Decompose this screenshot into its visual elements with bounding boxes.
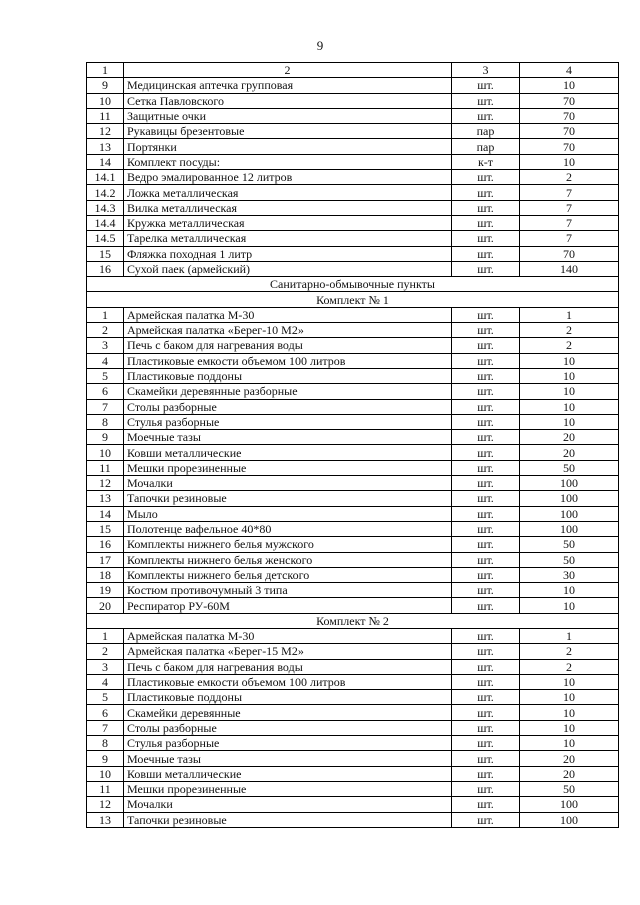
quantity-cell: 7	[520, 231, 619, 246]
row-number: 10	[87, 445, 124, 460]
row-number: 9	[87, 751, 124, 766]
row-number: 18	[87, 567, 124, 582]
unit-cell: шт.	[452, 384, 520, 399]
item-name: Комплекты нижнего белья женского	[124, 552, 452, 567]
unit-cell: шт.	[452, 521, 520, 536]
row-number: 15	[87, 521, 124, 536]
item-name: Портянки	[124, 139, 452, 154]
table-row	[87, 124, 619, 139]
item-name: Тапочки резиновые	[124, 812, 452, 827]
quantity-cell: 10	[520, 705, 619, 720]
kit-1-title-row	[87, 292, 619, 307]
item-name: Полотенце вафельное 40*80	[124, 521, 452, 536]
item-name: Комплекты нижнего белья детского	[124, 567, 452, 582]
quantity-cell: 70	[520, 124, 619, 139]
quantity-cell: 100	[520, 476, 619, 491]
unit-cell: шт.	[452, 368, 520, 383]
quantity-cell: 10	[520, 353, 619, 368]
table-row	[87, 445, 619, 460]
unit-cell: шт.	[452, 476, 520, 491]
quantity-cell: 10	[520, 154, 619, 169]
unit-cell: шт.	[452, 751, 520, 766]
item-name: Костюм противочумный 3 типа	[124, 583, 452, 598]
item-name: Кружка металлическая	[124, 215, 452, 230]
table-row	[87, 399, 619, 414]
row-number: 4	[87, 353, 124, 368]
unit-cell: шт.	[452, 537, 520, 552]
row-number: 7	[87, 399, 124, 414]
unit-cell: шт.	[452, 705, 520, 720]
table-row	[87, 338, 619, 353]
item-name: Тапочки резиновые	[124, 491, 452, 506]
table-row	[87, 139, 619, 154]
quantity-cell: 10	[520, 690, 619, 705]
quantity-cell: 70	[520, 246, 619, 261]
row-number: 6	[87, 384, 124, 399]
unit-cell: шт.	[452, 430, 520, 445]
unit-cell: шт.	[452, 231, 520, 246]
quantity-cell: 10	[520, 583, 619, 598]
quantity-cell: 100	[520, 812, 619, 827]
quantity-cell: 10	[520, 598, 619, 613]
header-col-3: 3	[452, 63, 520, 78]
item-name: Комплект посуды:	[124, 154, 452, 169]
table-row	[87, 674, 619, 689]
quantity-cell: 20	[520, 445, 619, 460]
unit-cell: шт.	[452, 215, 520, 230]
table-row	[87, 797, 619, 812]
table-row	[87, 246, 619, 261]
item-name: Пластиковые емкости объемом 100 литров	[124, 674, 452, 689]
unit-cell: шт.	[452, 644, 520, 659]
table-row	[87, 552, 619, 567]
table-row	[87, 353, 619, 368]
item-name: Моечные тазы	[124, 751, 452, 766]
unit-cell: шт.	[452, 659, 520, 674]
item-name: Стулья разборные	[124, 736, 452, 751]
table-row	[87, 476, 619, 491]
quantity-cell: 10	[520, 720, 619, 735]
item-name: Сетка Павловского	[124, 93, 452, 108]
table-row	[87, 93, 619, 108]
unit-cell: шт.	[452, 674, 520, 689]
page-number: 9	[316, 38, 324, 53]
table-row	[87, 781, 619, 796]
item-name: Армейская палатка «Берег-15 М2»	[124, 644, 452, 659]
row-number: 5	[87, 368, 124, 383]
unit-cell: шт.	[452, 797, 520, 812]
unit-cell: пар	[452, 124, 520, 139]
table-row	[87, 521, 619, 536]
row-number: 4	[87, 674, 124, 689]
table-row	[87, 736, 619, 751]
table-row	[87, 170, 619, 185]
item-name: Скамейки деревянные	[124, 705, 452, 720]
table-row	[87, 460, 619, 475]
unit-cell: шт.	[452, 414, 520, 429]
table-row	[87, 368, 619, 383]
section-title: Санитарно-обмывочные пункты	[87, 277, 619, 292]
row-number: 2	[87, 323, 124, 338]
item-name: Мочалки	[124, 476, 452, 491]
table-row	[87, 154, 619, 169]
row-number: 17	[87, 552, 124, 567]
item-name: Ковши металлические	[124, 766, 452, 781]
row-number: 14.4	[87, 215, 124, 230]
table-row	[87, 414, 619, 429]
row-number: 14	[87, 154, 124, 169]
quantity-cell: 1	[520, 307, 619, 322]
unit-cell: шт.	[452, 246, 520, 261]
unit-cell: шт.	[452, 736, 520, 751]
table-row	[87, 705, 619, 720]
unit-cell: шт.	[452, 506, 520, 521]
quantity-cell: 20	[520, 430, 619, 445]
row-number: 10	[87, 766, 124, 781]
row-number: 10	[87, 93, 124, 108]
quantity-cell: 100	[520, 491, 619, 506]
row-number: 5	[87, 690, 124, 705]
quantity-cell: 10	[520, 736, 619, 751]
row-number: 11	[87, 781, 124, 796]
row-number: 3	[87, 338, 124, 353]
quantity-cell: 100	[520, 521, 619, 536]
row-number: 13	[87, 812, 124, 827]
item-name: Армейская палатка «Берег-10 М2»	[124, 323, 452, 338]
row-number: 14.1	[87, 170, 124, 185]
quantity-cell: 10	[520, 414, 619, 429]
quantity-cell: 10	[520, 399, 619, 414]
unit-cell: шт.	[452, 338, 520, 353]
table-row	[87, 323, 619, 338]
unit-cell: шт.	[452, 78, 520, 93]
row-number: 16	[87, 261, 124, 276]
row-number: 14.5	[87, 231, 124, 246]
item-name: Респиратор РУ-60М	[124, 598, 452, 613]
item-name: Мочалки	[124, 797, 452, 812]
quantity-cell: 70	[520, 139, 619, 154]
unit-cell: шт.	[452, 93, 520, 108]
quantity-cell: 70	[520, 108, 619, 123]
item-name: Защитные очки	[124, 108, 452, 123]
unit-cell: шт.	[452, 766, 520, 781]
item-name: Скамейки деревянные разборные	[124, 384, 452, 399]
item-name: Комплекты нижнего белья мужского	[124, 537, 452, 552]
row-number: 12	[87, 476, 124, 491]
row-number: 8	[87, 736, 124, 751]
item-name: Армейская палатка М-30	[124, 628, 452, 643]
quantity-cell: 2	[520, 170, 619, 185]
table-row	[87, 751, 619, 766]
quantity-cell: 100	[520, 797, 619, 812]
unit-cell: шт.	[452, 598, 520, 613]
table-row	[87, 628, 619, 643]
section-title-row	[87, 277, 619, 292]
table-row	[87, 537, 619, 552]
table-row	[87, 307, 619, 322]
item-name: Тарелка металлическая	[124, 231, 452, 246]
quantity-cell: 30	[520, 567, 619, 582]
quantity-cell: 50	[520, 537, 619, 552]
table-row	[87, 720, 619, 735]
item-name: Ложка металлическая	[124, 185, 452, 200]
row-number: 6	[87, 705, 124, 720]
row-number: 1	[87, 628, 124, 643]
quantity-cell: 1	[520, 628, 619, 643]
table-row	[87, 812, 619, 827]
quantity-cell: 7	[520, 215, 619, 230]
row-number: 9	[87, 78, 124, 93]
table-row	[87, 200, 619, 215]
quantity-cell: 50	[520, 781, 619, 796]
item-name: Столы разборные	[124, 399, 452, 414]
item-name: Стулья разборные	[124, 414, 452, 429]
quantity-cell: 50	[520, 552, 619, 567]
unit-cell: шт.	[452, 307, 520, 322]
unit-cell: шт.	[452, 628, 520, 643]
item-name: Медицинская аптечка групповая	[124, 78, 452, 93]
header-col-1: 1	[87, 63, 124, 78]
item-name: Ведро эмалированное 12 литров	[124, 170, 452, 185]
unit-cell: шт.	[452, 170, 520, 185]
table-row	[87, 583, 619, 598]
unit-cell: шт.	[452, 812, 520, 827]
unit-cell: шт.	[452, 460, 520, 475]
table-row	[87, 644, 619, 659]
row-number: 9	[87, 430, 124, 445]
unit-cell: шт.	[452, 445, 520, 460]
item-name: Рукавицы брезентовые	[124, 124, 452, 139]
table-row	[87, 567, 619, 582]
quantity-cell: 7	[520, 200, 619, 215]
row-number: 19	[87, 583, 124, 598]
header-col-2: 2	[124, 63, 452, 78]
unit-cell: шт.	[452, 200, 520, 215]
table-row	[87, 78, 619, 93]
table-row	[87, 215, 619, 230]
table-row	[87, 598, 619, 613]
unit-cell: шт.	[452, 720, 520, 735]
unit-cell: шт.	[452, 583, 520, 598]
quantity-cell: 20	[520, 766, 619, 781]
table-row	[87, 766, 619, 781]
quantity-cell: 10	[520, 674, 619, 689]
quantity-cell: 100	[520, 506, 619, 521]
table-row	[87, 185, 619, 200]
table-row	[87, 384, 619, 399]
unit-cell: шт.	[452, 323, 520, 338]
kit-2-title-row	[87, 613, 619, 628]
quantity-cell: 10	[520, 368, 619, 383]
unit-cell: шт.	[452, 552, 520, 567]
row-number: 15	[87, 246, 124, 261]
row-number: 14.3	[87, 200, 124, 215]
quantity-cell: 2	[520, 644, 619, 659]
quantity-cell: 7	[520, 185, 619, 200]
item-name: Мешки прорезиненные	[124, 460, 452, 475]
unit-cell: шт.	[452, 108, 520, 123]
inventory-table-body	[87, 63, 619, 828]
item-name: Пластиковые поддоны	[124, 368, 452, 383]
table-row	[87, 108, 619, 123]
row-number: 1	[87, 307, 124, 322]
item-name: Моечные тазы	[124, 430, 452, 445]
quantity-cell: 2	[520, 659, 619, 674]
quantity-cell: 10	[520, 78, 619, 93]
row-number: 7	[87, 720, 124, 735]
header-col-4: 4	[520, 63, 619, 78]
quantity-cell: 50	[520, 460, 619, 475]
item-name: Ковши металлические	[124, 445, 452, 460]
row-number: 8	[87, 414, 124, 429]
row-number: 20	[87, 598, 124, 613]
row-number: 14	[87, 506, 124, 521]
table-row	[87, 491, 619, 506]
unit-cell: к-т	[452, 154, 520, 169]
quantity-cell: 140	[520, 261, 619, 276]
item-name: Печь с баком для нагревания воды	[124, 659, 452, 674]
table-row	[87, 690, 619, 705]
unit-cell: шт.	[452, 781, 520, 796]
row-number: 12	[87, 124, 124, 139]
item-name: Сухой паек (армейский)	[124, 261, 452, 276]
row-number: 16	[87, 537, 124, 552]
unit-cell: шт.	[452, 261, 520, 276]
quantity-cell: 2	[520, 338, 619, 353]
table-row	[87, 659, 619, 674]
table-row	[87, 506, 619, 521]
unit-cell: шт.	[452, 690, 520, 705]
inventory-table	[86, 62, 619, 828]
row-number: 12	[87, 797, 124, 812]
row-number: 11	[87, 108, 124, 123]
unit-cell: шт.	[452, 491, 520, 506]
row-number: 2	[87, 644, 124, 659]
quantity-cell: 70	[520, 93, 619, 108]
table-row	[87, 231, 619, 246]
kit-1-title: Комплект № 1	[87, 292, 619, 307]
row-number: 11	[87, 460, 124, 475]
unit-cell: пар	[452, 139, 520, 154]
unit-cell: шт.	[452, 399, 520, 414]
row-number: 13	[87, 139, 124, 154]
item-name: Пластиковые поддоны	[124, 690, 452, 705]
item-name: Мешки прорезиненные	[124, 781, 452, 796]
item-name: Фляжка походная 1 литр	[124, 246, 452, 261]
row-number: 3	[87, 659, 124, 674]
table-row	[87, 261, 619, 276]
item-name: Вилка металлическая	[124, 200, 452, 215]
item-name: Армейская палатка М-30	[124, 307, 452, 322]
item-name: Столы разборные	[124, 720, 452, 735]
item-name: Мыло	[124, 506, 452, 521]
quantity-cell: 20	[520, 751, 619, 766]
row-number: 13	[87, 491, 124, 506]
unit-cell: шт.	[452, 567, 520, 582]
row-number: 14.2	[87, 185, 124, 200]
item-name: Пластиковые емкости объемом 100 литров	[124, 353, 452, 368]
unit-cell: шт.	[452, 185, 520, 200]
header-row	[87, 63, 619, 78]
unit-cell: шт.	[452, 353, 520, 368]
quantity-cell: 2	[520, 323, 619, 338]
table-row	[87, 430, 619, 445]
item-name: Печь с баком для нагревания воды	[124, 338, 452, 353]
kit-2-title: Комплект № 2	[87, 613, 619, 628]
quantity-cell: 10	[520, 384, 619, 399]
